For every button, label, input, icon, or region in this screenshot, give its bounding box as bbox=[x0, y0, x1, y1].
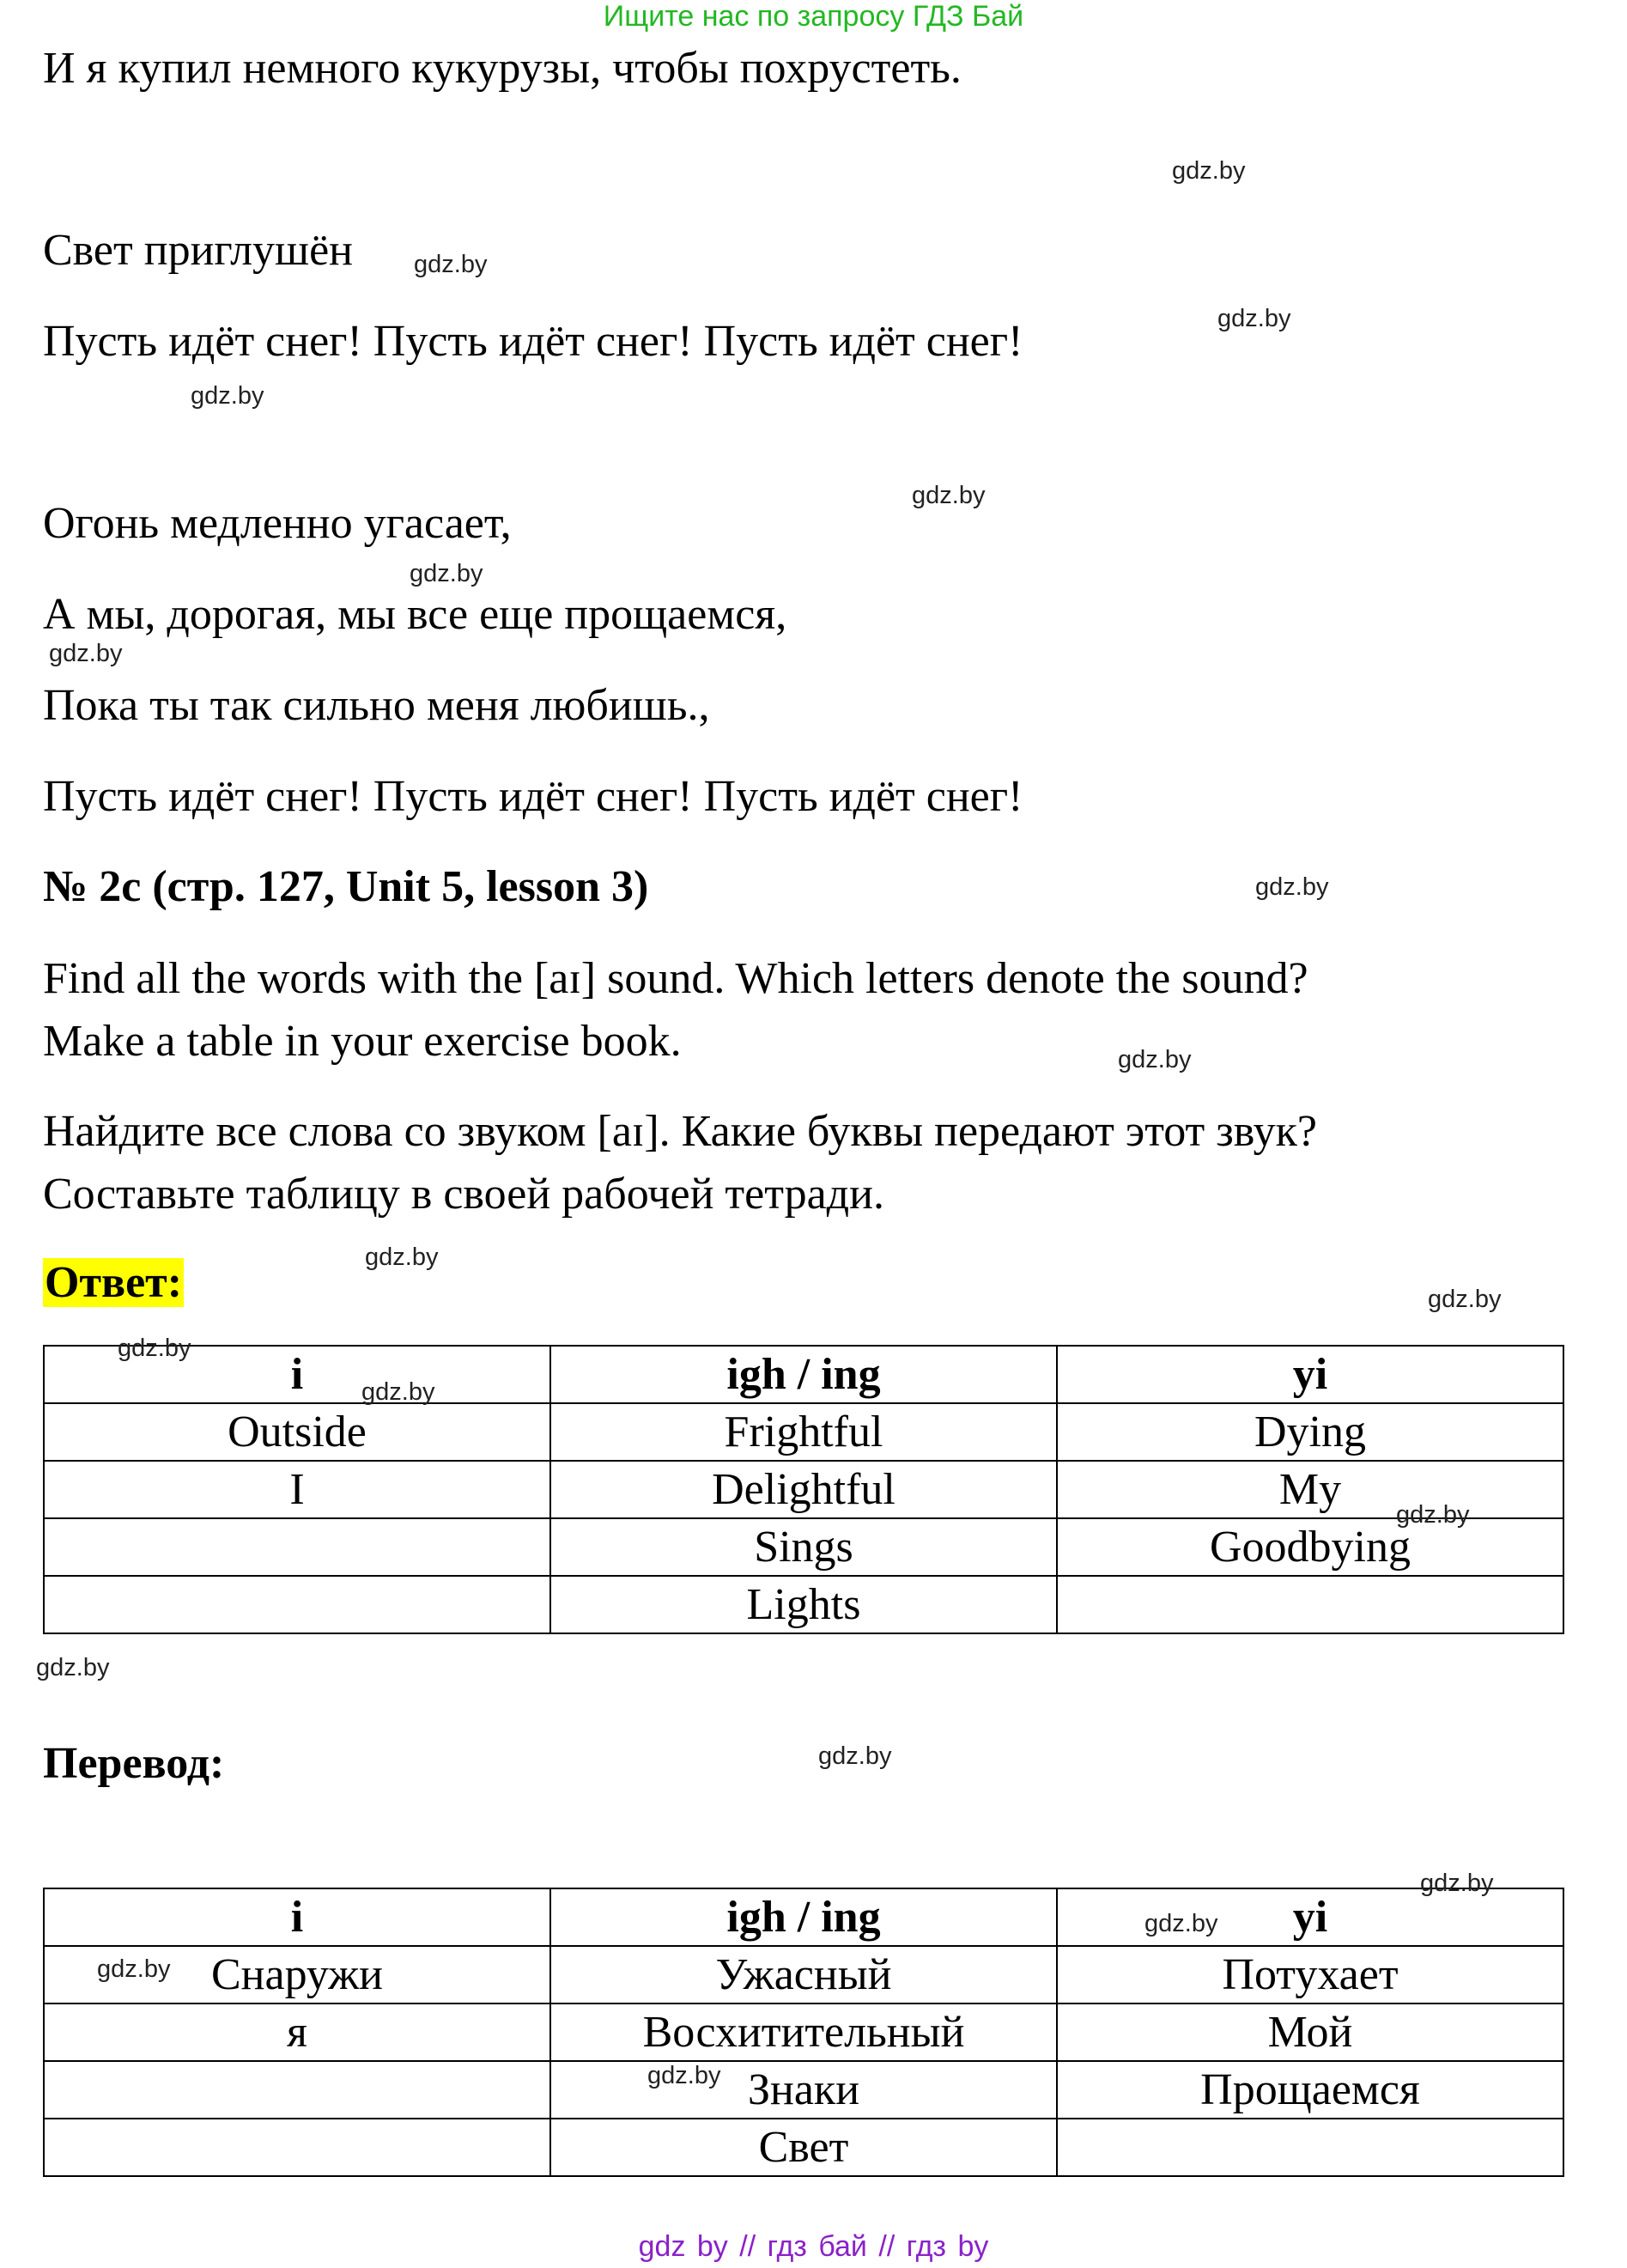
answer-cell: Frightful bbox=[550, 1403, 1057, 1461]
lyrics-line-lights: Свет приглушён bbox=[43, 226, 353, 275]
watermark: gdz.by bbox=[647, 2062, 721, 2089]
translation-header-yi: yi bbox=[1057, 1888, 1563, 1946]
watermark: gdz.by bbox=[191, 382, 264, 410]
exercise-number-heading: № 2с (стр. 127, Unit 5, lesson 3) bbox=[43, 862, 649, 911]
answer-table bbox=[43, 1345, 1564, 1634]
translation-cell: Знаки bbox=[550, 2061, 1057, 2119]
watermark: gdz.by bbox=[1420, 1870, 1494, 1897]
watermark: gdz.by bbox=[365, 1243, 439, 1271]
task-english-line-1: Find all the words with the [aɪ] sound. Which letters denote the sound? bbox=[43, 954, 1308, 1003]
lyrics-line-love: Пока ты так сильно меня любишь., bbox=[43, 681, 710, 730]
lyrics-line-dear: А мы, дорогая, мы все еще прощаемся, bbox=[43, 590, 787, 639]
translation-cell: Прощаемся bbox=[1057, 2061, 1563, 2119]
translation-cell: Восхитительный bbox=[550, 2004, 1057, 2061]
translation-cell bbox=[44, 2119, 550, 2176]
translation-cell: Мой bbox=[1057, 2004, 1563, 2061]
translation-cell bbox=[1057, 2119, 1563, 2176]
task-russian-line-1: Найдите все слова со звуком [aɪ]. Какие буквы передают этот звук? bbox=[43, 1107, 1317, 1156]
answer-table-row bbox=[44, 1518, 1563, 1576]
watermark: gdz.by bbox=[49, 640, 123, 667]
watermark: gdz.by bbox=[361, 1378, 435, 1406]
task-russian-line-2: Составьте таблицу в своей рабочей тетради. bbox=[43, 1170, 884, 1219]
lyrics-line-fire: Огонь медленно угасает, bbox=[43, 499, 512, 548]
watermark: gdz.by bbox=[1217, 305, 1291, 332]
translation-table bbox=[43, 1888, 1564, 2177]
answer-cell: Delightful bbox=[550, 1461, 1057, 1518]
answer-header-i: i bbox=[44, 1346, 550, 1403]
watermark: gdz.by bbox=[1255, 873, 1329, 901]
answer-cell: Dying bbox=[1057, 1403, 1563, 1461]
translation-cell: Потухает bbox=[1057, 1946, 1563, 2004]
answer-cell: I bbox=[44, 1461, 550, 1518]
translation-header-i: i bbox=[44, 1888, 550, 1946]
translation-table-row bbox=[44, 1946, 1563, 2004]
answer-table-row bbox=[44, 1461, 1563, 1518]
watermark: gdz.by bbox=[97, 1955, 171, 1983]
lyrics-refrain-1: Пусть идёт снег! Пусть идёт снег! Пусть идёт снег! bbox=[43, 317, 1023, 366]
watermark: gdz.by bbox=[1396, 1501, 1470, 1529]
search-hint-link[interactable]: Ищите нас по запросу ГДЗ Бай bbox=[603, 0, 1024, 33]
answer-table-header-row bbox=[44, 1346, 1563, 1403]
translation-table-row bbox=[44, 2004, 1563, 2061]
answer-cell bbox=[44, 1576, 550, 1633]
watermark: gdz.by bbox=[118, 1335, 191, 1362]
watermark: gdz.by bbox=[1172, 157, 1246, 185]
answer-cell: Sings bbox=[550, 1518, 1057, 1576]
translation-cell: я bbox=[44, 2004, 550, 2061]
translation-table-header-row bbox=[44, 1888, 1563, 1946]
answer-cell bbox=[44, 1518, 550, 1576]
lyrics-line-corn: И я купил немного кукурузы, чтобы похрустеть. bbox=[43, 44, 962, 93]
task-english-line-2: Make a table in your exercise book. bbox=[43, 1017, 682, 1066]
watermark: gdz.by bbox=[1144, 1910, 1218, 1937]
translation-cell: Снаружи bbox=[44, 1946, 550, 2004]
answer-cell: Outside bbox=[44, 1403, 550, 1461]
answer-table-row bbox=[44, 1576, 1563, 1633]
answer-cell: Lights bbox=[550, 1576, 1057, 1633]
answer-cell: My bbox=[1057, 1461, 1563, 1518]
answer-cell: Goodbying bbox=[1057, 1518, 1563, 1576]
watermark: gdz.by bbox=[1428, 1286, 1502, 1313]
watermark: gdz.by bbox=[818, 1742, 892, 1770]
translation-cell bbox=[44, 2061, 550, 2119]
answer-label-highlight: Ответ: bbox=[45, 1258, 183, 1307]
answer-table-row bbox=[44, 1403, 1563, 1461]
watermark: gdz.by bbox=[414, 251, 488, 278]
translation-label: Перевод: bbox=[43, 1739, 225, 1788]
watermark: gdz.by bbox=[1118, 1046, 1192, 1073]
answer-header-yi: yi bbox=[1057, 1346, 1563, 1403]
answer-cell bbox=[1057, 1576, 1563, 1633]
translation-header-igh-ing: igh / ing bbox=[550, 1888, 1057, 1946]
footer-links[interactable]: gdz by // гдз бай // гдз by bbox=[638, 2230, 989, 2263]
translation-table-row bbox=[44, 2119, 1563, 2176]
answer-header-igh-ing: igh / ing bbox=[550, 1346, 1057, 1403]
answer-label bbox=[43, 1257, 184, 1309]
translation-cell: Свет bbox=[550, 2119, 1057, 2176]
translation-table-row bbox=[44, 2061, 1563, 2119]
watermark: gdz.by bbox=[410, 560, 483, 587]
lyrics-refrain-2: Пусть идёт снег! Пусть идёт снег! Пусть идёт снег! bbox=[43, 772, 1023, 821]
translation-cell: Ужасный bbox=[550, 1946, 1057, 2004]
watermark: gdz.by bbox=[36, 1654, 110, 1681]
watermark: gdz.by bbox=[912, 482, 986, 509]
